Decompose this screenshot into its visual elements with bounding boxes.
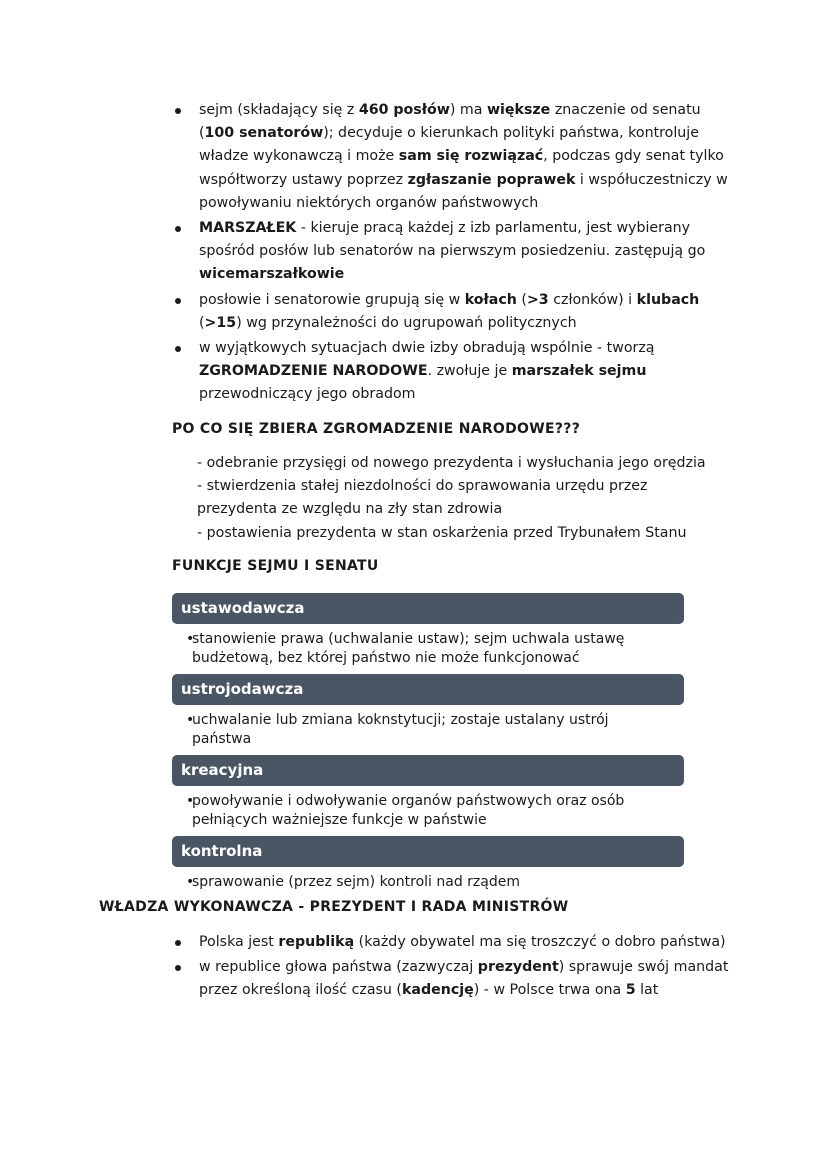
bold-text: republiką: [278, 934, 355, 950]
bold-text: zgłaszanie poprawek: [407, 171, 576, 188]
text-segment: przewodniczący jego obradom: [199, 386, 416, 403]
bold-text: MARSZAŁEK: [199, 220, 297, 237]
zgromadzenie-heading: PO CO SIĘ ZBIERA ZGROMADZENIE NARODOWE???: [172, 421, 581, 437]
list-item: [172, 337, 732, 407]
bold-text: wicemarszałkowie: [199, 266, 345, 283]
text-segment: członków) i: [548, 291, 637, 308]
function-title-bar: kreacyjna: [172, 755, 684, 786]
text-segment: (: [516, 291, 527, 308]
bold-text: sam się rozwiązać: [398, 148, 544, 165]
zgromadzenie-purpose-list: [197, 452, 717, 545]
function-description: • uchwalanie lub zmiana koknstytucji; zostaje ustalany ustrój państwa: [184, 705, 662, 755]
function-description: • powoływanie i odwoływanie organów państwowych oraz osób pełniących ważniejsze funkcje w państwie: [184, 786, 662, 836]
list-item: [172, 931, 732, 954]
funkcje-heading: FUNKCJE SEJMU I SENATU: [172, 558, 379, 574]
text-segment: w republice głowa państwa (zazwyczaj: [199, 959, 478, 976]
list-item: [172, 99, 732, 215]
function-title-bar: kontrolna: [172, 836, 684, 867]
bold-text: 460 posłów: [358, 102, 450, 118]
function-title-bar: ustawodawcza: [172, 593, 684, 624]
bold-text: 5: [625, 982, 636, 999]
function-description: • sprawowanie (przez sejm) kontroli nad rządem: [184, 867, 662, 898]
text-segment: ) - w Polsce trwa ona: [473, 982, 626, 999]
text-segment: (: [199, 314, 205, 331]
bold-text: kadencję: [401, 982, 474, 999]
text-segment: - kieruje pracą każdej z izb parlamentu, jest wybierany spośród posłów lub senatorów na pierwszym posiedzeniu. zastępują go: [199, 220, 706, 260]
text-segment: ) wg przynależności do ugrupowań politycznych: [236, 314, 577, 331]
list-item: [172, 217, 732, 287]
text-segment: lat: [635, 982, 659, 999]
bold-text: większe: [486, 102, 551, 118]
list-item: - stwierdzenia stałej niezdolności do sprawowania urzędu przez prezydenta ze względu na zły stan zdrowia: [197, 478, 648, 518]
bold-text: ZGROMADZENIE NARODOWE: [199, 363, 428, 380]
text-segment: znaczenie od senatu (: [199, 102, 701, 142]
text-segment: sejm (składający się z: [199, 102, 359, 118]
text-segment: ) sprawuje swój mandat przez określoną ilość czasu (: [199, 959, 729, 999]
text-segment: . zwołuje je: [427, 363, 512, 380]
list-item: - postawienia prezydenta w stan oskarżenia przed Trybunałem Stanu: [197, 524, 687, 541]
list-item: [172, 289, 732, 335]
bold-text: prezydent: [477, 959, 559, 976]
text-segment: ) ma: [449, 102, 487, 118]
text-segment: ); decyduje o kierunkach polityki państwa, kontroluje władze wykonawczą i może: [199, 125, 699, 165]
function-title-bar: ustrojodawcza: [172, 674, 684, 705]
function-description: • stanowienie prawa (uchwalanie ustaw); sejm uchwala ustawę budżetową, bez której państwo nie może funkcjonować: [184, 624, 662, 674]
bold-text: marszałek sejmu: [511, 363, 647, 380]
text-segment: Polska jest: [199, 934, 279, 950]
bold-text: >15: [204, 314, 237, 331]
text-segment: (każdy obywatel ma się troszczyć o dobro państwa): [354, 934, 726, 950]
bold-text: kołach: [464, 291, 517, 308]
bold-text: >3: [526, 291, 549, 308]
text-segment: i współuczestniczy w powoływaniu niektórych organów państwowych: [199, 171, 728, 211]
bold-text: 100 senatorów: [204, 125, 324, 142]
text-segment: w wyjątkowych sytuacjach dwie izby obradują wspólnie - tworzą: [199, 340, 655, 357]
parliament-bullet-list: [172, 99, 732, 409]
text-segment: posłowie i senatorowie grupują się w: [199, 291, 465, 308]
list-item: [172, 956, 732, 1002]
wladza-wykonawcza-heading: WŁADZA WYKONAWCZA - PREZYDENT I RADA MINISTRÓW: [99, 899, 569, 915]
bold-text: klubach: [636, 291, 700, 308]
functions-diagram: [172, 593, 684, 898]
executive-bullet-list: [172, 931, 732, 1005]
list-item: - odebranie przysięgi od nowego prezydenta i wysłuchania jego orędzia: [197, 455, 706, 471]
text-segment: , podczas gdy senat tylko współtworzy ustawy poprzez: [199, 148, 724, 188]
